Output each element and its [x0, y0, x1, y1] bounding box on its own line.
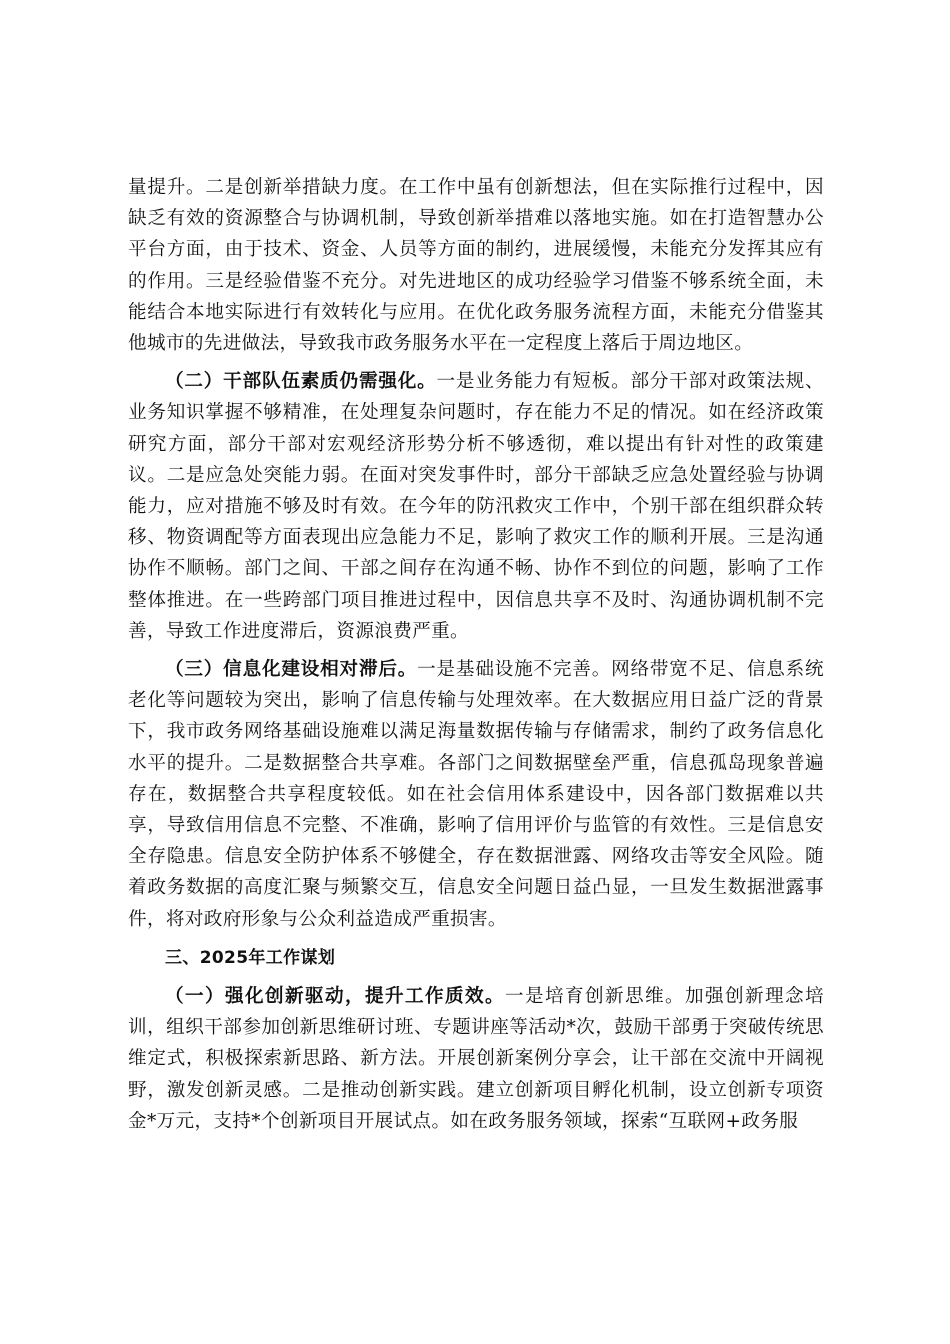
paragraph-lead: （一）强化创新驱动，提升工作质效。	[165, 986, 506, 1008]
paragraph-informatization	[128, 654, 824, 935]
paragraph-text: 一是业务能力有短板。部分干部对政策法规、业务知识掌握不够精准，在处理复杂问题时，存在能力不足的情况。如在经济政策研究方面，部分干部对宏观经济形势分析不够透彻，难以提出有针对性的政策建议。二是应急处突能力弱。在面对突发事件时，部分干部缺乏应急处置经验与协调能力，应对措施不够及时有效。在今年的防汛救灾工作中，个别干部在组织群众转移、物资调配等方面表现出应急能力不足，影响了救灾工作的顺利开展。三是沟通协作不顺畅。部门之间、干部之间存在沟通不畅、协作不到位的问题，影响了工作整体推进。在一些跨部门项目推进过程中，因信息共享不及时、沟通协调机制不完善，导致工作进度滞后，资源浪费严重。	[128, 371, 824, 642]
paragraph-continuation	[128, 172, 824, 359]
paragraph-text: 一是培育创新思维。加强创新理念培训，组织干部参加创新思维研讨班、专题讲座等活动*次，鼓励干部勇于突破传统思维定式，积极探索新思路、新方法。开展创新案例分享会，让干部在交流中开阔视野，激发创新灵感。二是推动创新实践。建立创新项目孵化机制，设立创新专项资金*万元，支持*个创新项目开展试点。如在政务服务领域，探索“互联网+政务服	[128, 986, 824, 1132]
paragraph-cadre-quality	[128, 366, 824, 647]
paragraph-lead: （二）干部队伍素质仍需强化。	[165, 371, 437, 393]
section-heading	[128, 942, 824, 974]
paragraph-lead: （三）信息化建设相对滞后。	[165, 659, 418, 681]
paragraph-text: 量提升。二是创新举措缺力度。在工作中虽有创新想法，但在实际推行过程中，因缺乏有效的资源整合与协调机制，导致创新举措难以落地实施。如在打造智慧办公平台方面，由于技术、资金、人员等方面的制约，进展缓慢，未能充分发挥其应有的作用。三是经验借鉴不充分。对先进地区的成功经验学习借鉴不够系统全面，未能结合本地实际进行有效转化与应用。在优化政务服务流程方面，未能充分借鉴其他城市的先进做法，导致我市政务服务水平在一定程度上落后于周边地区。	[128, 177, 824, 355]
paragraph-innovation	[128, 981, 824, 1137]
paragraph-text: 一是基础设施不完善。网络带宽不足、信息系统老化等问题较为突出，影响了信息传输与处理效率。在大数据应用日益广泛的背景下，我市政务网络基础设施难以满足海量数据传输与存储需求，制约了政务信息化水平的提升。二是数据整合共享难。各部门之间数据壁垒严重，信息孤岛现象普遍存在，数据整合共享程度较低。如在社会信用体系建设中，因各部门数据难以共享，导致信用信息不完整、不准确，影响了信用评价与监管的有效性。三是信息安全存隐患。信息安全防护体系不够健全，存在数据泄露、网络攻击等安全风险。随着政务数据的高度汇聚与频繁交互，信息安全问题日益凸显，一旦发生数据泄露事件，将对政府形象与公众利益造成严重损害。	[128, 659, 824, 930]
section-heading-text: 三、2025年工作谋划	[165, 947, 336, 968]
document-page	[128, 172, 824, 1137]
